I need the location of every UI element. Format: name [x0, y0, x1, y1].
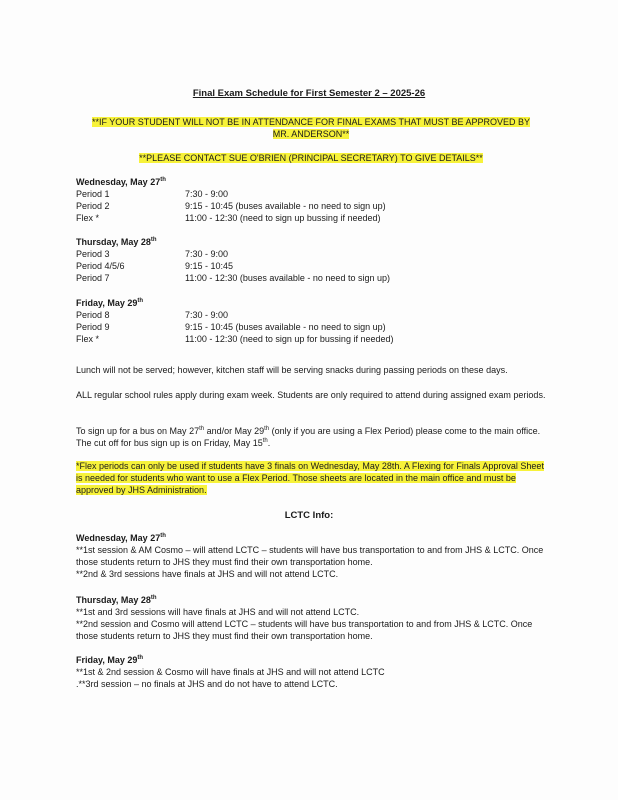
- lctc-day-heading: Friday, May 29th: [76, 655, 144, 665]
- lctc-line: **2nd session and Cosmo will attend LCTC – students will have bus transportation to and from JHS & LCTC. Once those students return to JHS they must find their own transportation home.: [76, 619, 533, 641]
- schedule-day-heading: Friday, May 29th: [76, 298, 144, 308]
- schedule-row: Period 2 9:15 - 10:45 (buses available - no need to sign up): [76, 201, 386, 211]
- lctc-line: **1st and 3rd sessions will have finals at JHS and will not attend LCTC.: [76, 607, 360, 617]
- schedule-row: Period 9 9:15 - 10:45 (buses available - no need to sign up): [76, 322, 386, 332]
- lctc-wednesday: [76, 532, 556, 580]
- schedule-day-heading: Thursday, May 28th: [76, 237, 157, 247]
- attendance-notice-line1: **IF YOUR STUDENT WILL NOT BE IN ATTENDANCE FOR FINAL EXAMS THAT MUST BE APPROVED BY: [91, 117, 531, 127]
- contact-notice-text: **PLEASE CONTACT SUE O'BRIEN (PRINCIPAL SECRETARY) TO GIVE DETAILS**: [139, 153, 483, 163]
- schedule-row: Period 1 7:30 - 9:00: [76, 189, 229, 199]
- schedule-wednesday: [76, 176, 596, 224]
- schedule-row: Flex * 11:00 - 12:30 (need to sign up for bussing if needed): [76, 334, 394, 344]
- flex-period-notice: *Flex periods can only be used if students have 3 finals on Wednesday, May 28th. A Flexing for Finals Approval Sheet is needed for students who want to use a Flex Period. Those sheets are located in the main office and must be approved by JHS Administration.: [76, 461, 544, 495]
- schedule-friday: [76, 297, 596, 345]
- schedule-row: Period 3 7:30 - 9:00: [76, 249, 229, 259]
- lctc-day-heading: Thursday, May 28th: [76, 595, 157, 605]
- schedule-row: Period 7 11:00 - 12:30 (buses available - no need to sign up): [76, 273, 390, 283]
- schedule-row: Period 8 7:30 - 9:00: [76, 310, 229, 320]
- bus-signup-paragraph: To sign up for a bus on May 27th and/or May 29th (only if you are using a Flex Period) please come to the main office. The cut off for bus sign up is on Friday, May 15th.: [76, 426, 541, 448]
- lctc-day-heading: Wednesday, May 27th: [76, 533, 166, 543]
- attendance-notice: [86, 116, 536, 140]
- lunch-paragraph: Lunch will not be served; however, kitchen staff will be serving snacks during passing periods on these days.: [76, 365, 508, 375]
- lctc-heading: LCTC Info:: [284, 510, 334, 521]
- contact-notice: [86, 152, 536, 164]
- schedule-thursday: [76, 236, 596, 284]
- lctc-line: **1st & 2nd session & Cosmo will have finals at JHS and will not attend LCTC: [76, 667, 385, 677]
- rules-paragraph: ALL regular school rules apply during exam week. Students are only required to attend during assigned exam periods.: [76, 390, 546, 400]
- lctc-line: .**3rd session – no finals at JHS and do not have to attend LCTC.: [76, 679, 338, 689]
- lctc-line: **1st session & AM Cosmo – will attend LCTC – students will have bus transportation to and from JHS & LCTC. Once those students return to JHS they must find their own transportation home.: [76, 545, 544, 567]
- schedule-day-heading: Wednesday, May 27th: [76, 177, 166, 187]
- attendance-notice-line2: MR. ANDERSON**: [272, 129, 350, 139]
- lctc-thursday: [76, 594, 556, 642]
- page-title: Final Exam Schedule for First Semester 2 – 2025-26: [192, 88, 426, 99]
- lctc-friday: [76, 654, 556, 690]
- schedule-row: Flex * 11:00 - 12:30 (need to sign up bussing if needed): [76, 213, 381, 223]
- lctc-line: **2nd & 3rd sessions have finals at JHS and will not attend LCTC.: [76, 569, 339, 579]
- schedule-row: Period 4/5/6 9:15 - 10:45: [76, 261, 234, 271]
